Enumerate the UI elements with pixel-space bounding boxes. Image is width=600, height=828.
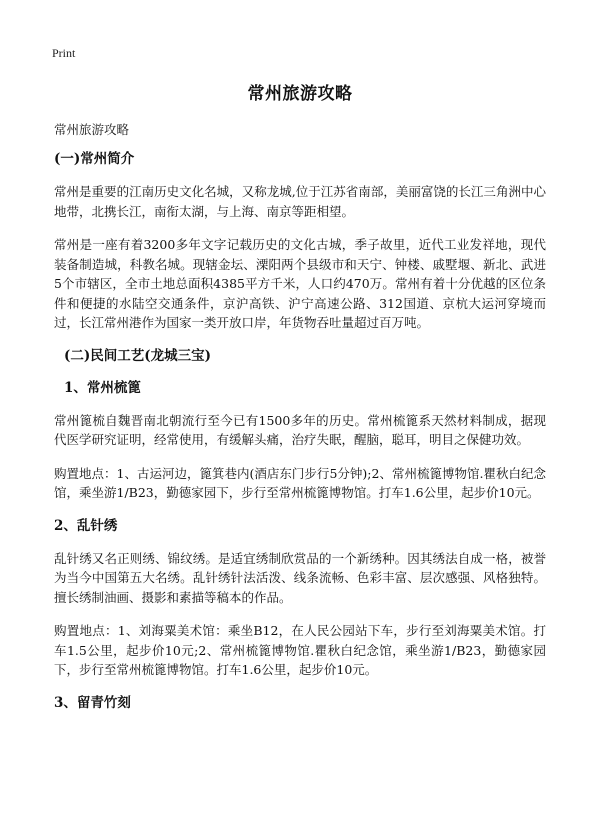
subsection-heading-comb: 1、常州梳篦 bbox=[64, 379, 141, 396]
section-heading-folk-crafts: (二)民间工艺(龙城三宝) bbox=[64, 347, 212, 364]
print-link[interactable]: Print bbox=[52, 46, 76, 60]
subsection-heading-bamboo-carving: 3、留青竹刻 bbox=[54, 694, 131, 711]
comb-paragraph-1: 常州篦梳自魏晋南北朝流行至今已有1500多年的历史。常州梳篦系天然材料制成，据现代医学研究证明，经常使用，有缓解头痛，治疗失眠，醒脑，聪耳，明目之保健功效。 bbox=[54, 412, 546, 447]
document-body bbox=[54, 150, 546, 726]
page-title: 常州旅游攻略 bbox=[247, 84, 353, 104]
intro-paragraph-2: 常州是一座有着3200多年文字记载历史的文化古城，季子故里，近代工业发祥地，现代装备制造城，科教名城。现辖金坛、溧阳两个县级市和天宁、钟楼、戚墅堰、新北、武进5个市辖区，全市土地总面积4385平方千米，人口约470万。常州有着十分优越的区位条件和便捷的水陆空交通条件，京沪高铁、沪宁高速公路、312国道、京杭大运河穿境而过，长江常州港作为国家一类开放口岸，年货物吞吐量超过百万吨。 bbox=[54, 237, 546, 330]
section-heading-intro: (一)常州简介 bbox=[54, 151, 135, 167]
embroidery-paragraph-2: 购置地点：1、刘海粟美术馆：乘坐B12，在人民公园站下车，步行至刘海粟美术馆。打车1.5公里，起步价10元;2、常州梳篦博物馆.瞿秋白纪念馆，乘坐游1/B23，勤德家园下，步行至常州梳篦博物馆。打车1.6公里，起步价10元。 bbox=[54, 623, 546, 677]
document-subtitle: 常州旅游攻略 bbox=[54, 122, 130, 137]
embroidery-paragraph-1: 乱针绣又名正则绣、锦纹绣。是适宜绣制欣赏品的一个新绣种。因其绣法自成一格，被誉为当今中国第五大名绣。乱针绣针法活泼、线条流畅、色彩丰富、层次感强、风格独特。擅长绣制油画、摄影和素描等稿本的作品。 bbox=[54, 550, 546, 605]
intro-paragraph-1: 常州是重要的江南历史文化名城，又称龙城,位于江苏省南部，美丽富饶的长江三角洲中心地带，北携长江，南衔太湖，与上海、南京等距相望。 bbox=[54, 184, 546, 219]
comb-paragraph-2: 购置地点：1、古运河边，篦箕巷内(酒店东门步行5分钟);2、常州梳篦博物馆.瞿秋白纪念馆，乘坐游1/B23，勤德家园下，步行至常州梳篦博物馆。打车1.6公里，起步价10元。 bbox=[54, 465, 546, 500]
subsection-heading-embroidery: 2、乱针绣 bbox=[54, 517, 118, 534]
